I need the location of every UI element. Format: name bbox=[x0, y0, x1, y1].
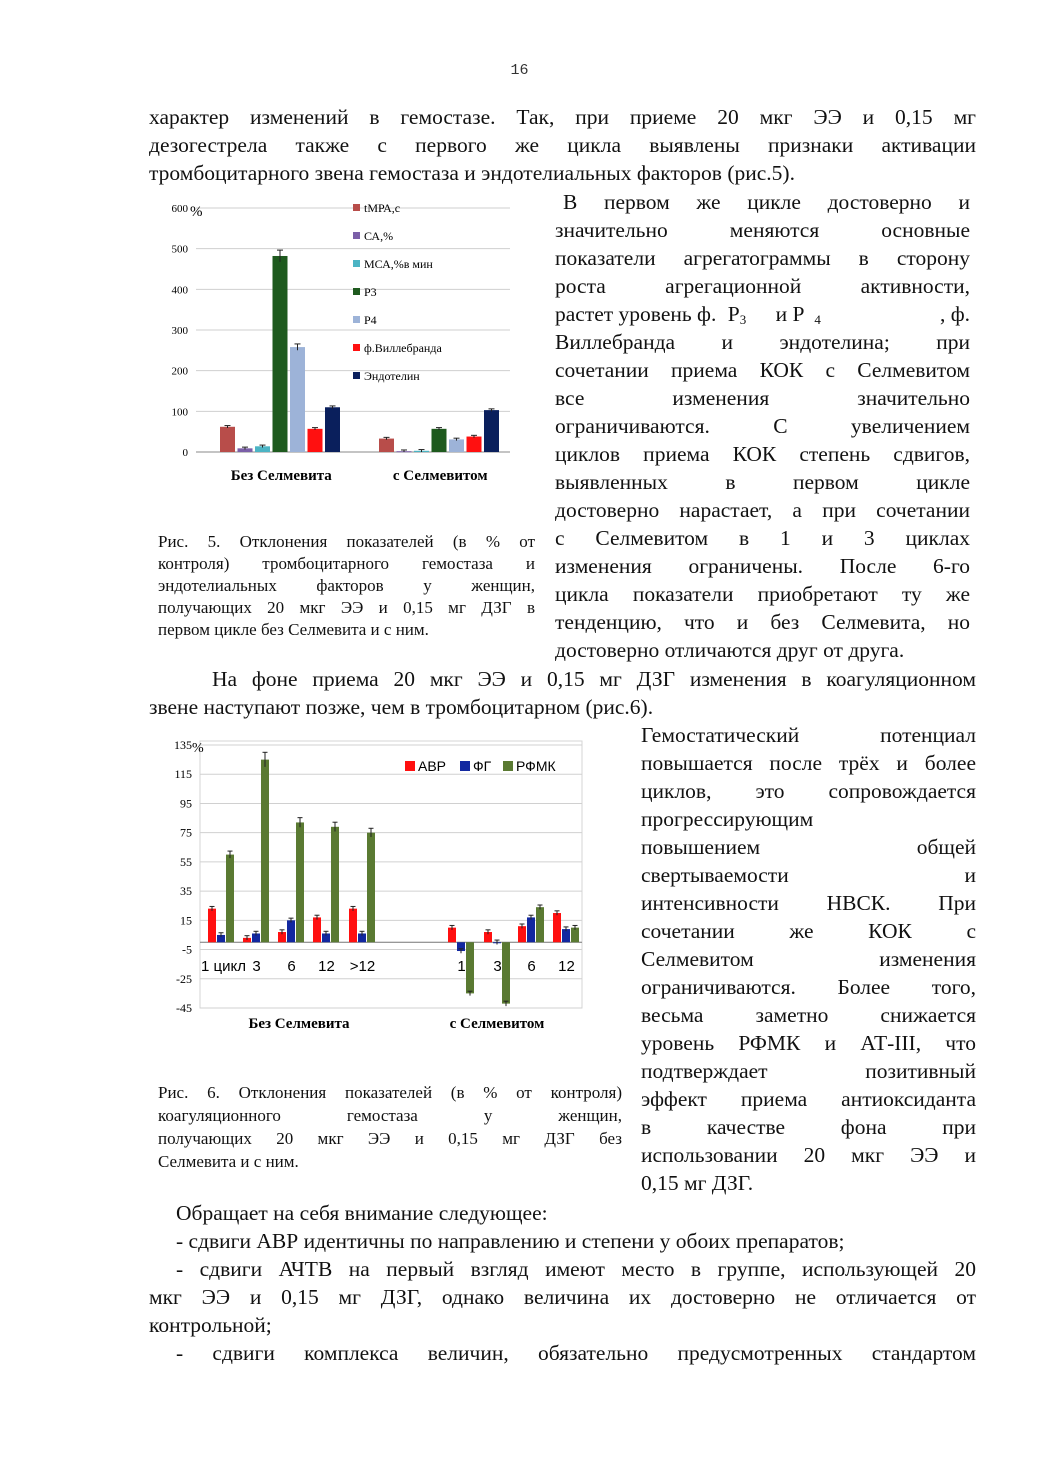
bar-АВР bbox=[448, 928, 456, 943]
body-text-line: подтверждает позитивный bbox=[641, 1059, 976, 1083]
body-text-line: тенденцию, что и без Селмевита, но bbox=[555, 610, 970, 634]
bar-Эндотелин bbox=[325, 407, 340, 452]
y-unit-label: % bbox=[190, 204, 203, 220]
text-fragment: растет уровень ф. bbox=[555, 302, 717, 326]
body-text-line: - сдвиги комплекса величин, обязательно предусмотренных стандартом bbox=[176, 1341, 976, 1365]
body-text-line: прогрессирующим bbox=[641, 807, 814, 831]
figure-5-chart bbox=[158, 196, 528, 496]
legend-swatch bbox=[353, 204, 360, 211]
body-text-line: свертываемости и bbox=[641, 863, 976, 887]
y-tick-label: 500 bbox=[171, 243, 188, 256]
group-label: Без Селмевита bbox=[230, 468, 332, 484]
legend-label: СА,% bbox=[364, 229, 394, 243]
body-text-line: характер изменений в гемостазе. Так, при приеме 20 мкг ЭЭ и 0,15 мг bbox=[149, 105, 976, 129]
y-unit-label: % bbox=[192, 741, 204, 756]
y-tick-label: 600 bbox=[171, 203, 188, 215]
bar-РФМК bbox=[367, 833, 375, 943]
y-tick-label: -5 bbox=[182, 942, 192, 957]
body-text-line: контрольной; bbox=[149, 1313, 272, 1337]
page-number: 16 bbox=[510, 62, 529, 79]
body-text-line: использовании 20 мкг ЭЭ и bbox=[641, 1143, 976, 1167]
x-tick-label: 6 bbox=[527, 958, 536, 975]
body-text-line: Селмевитом изменения bbox=[641, 947, 976, 971]
bar-РФМК bbox=[536, 907, 544, 942]
group-label: с Селмевитом bbox=[392, 468, 488, 484]
x-tick-label: 6 bbox=[287, 958, 296, 975]
body-text-line: На фоне приема 20 мкг ЭЭ и 0,15 мг ДЗГ изменения в коагуляционном bbox=[212, 667, 976, 691]
p-letter: Р bbox=[727, 302, 740, 326]
legend-label: АВР bbox=[418, 758, 447, 774]
figure-5-caption-line: эндотелиальных факторов у женщин, bbox=[158, 576, 535, 595]
body-text-line: сочетании же КОК с bbox=[641, 919, 976, 943]
figure-5-caption-line: контроля) тромбоцитарного гемостаза и bbox=[158, 554, 535, 573]
x-tick-label: 1 bbox=[457, 958, 466, 975]
figure-6-caption-line: Рис. 6. Отклонения показателей (в % от контроля) bbox=[158, 1083, 622, 1102]
p3-symbol bbox=[728, 302, 746, 326]
p4-symbol bbox=[776, 302, 821, 326]
bar-Эндотелин bbox=[484, 410, 499, 452]
bar-ФГ bbox=[527, 917, 535, 942]
legend-swatch bbox=[353, 260, 360, 267]
bar-РФМК bbox=[296, 822, 304, 942]
legend-swatch bbox=[353, 344, 360, 351]
body-text-line: ограничиваются. С увеличением bbox=[555, 414, 970, 438]
y-tick-label: 300 bbox=[171, 325, 188, 337]
bar-Р3 bbox=[273, 256, 288, 452]
y-tick-label: 0 bbox=[182, 447, 188, 459]
bar-АВР bbox=[349, 909, 357, 943]
body-text-line: цикла показатели приобретают ту же bbox=[555, 582, 970, 606]
body-text-line: дезогестрела также с первого же цикла выявлены признаки активации bbox=[149, 133, 976, 157]
legend-swatch bbox=[405, 761, 415, 771]
y-tick-label: 55 bbox=[180, 854, 192, 869]
y-tick-label: 135 bbox=[174, 738, 192, 752]
bar-АВР bbox=[553, 913, 561, 942]
figure-5-caption-line: получающих 20 мкг ЭЭ и 0,15 мг ДЗГ в bbox=[158, 598, 535, 617]
y-tick-label: 15 bbox=[180, 913, 192, 928]
body-text-line: сочетании приема КОК с Селмевитом bbox=[555, 358, 970, 382]
x-tick-label: 12 bbox=[558, 958, 575, 975]
body-text-line: изменения ограничены. После 6-го bbox=[555, 554, 970, 578]
y-tick-label: -25 bbox=[176, 971, 192, 986]
body-text-line: все изменения значительно bbox=[555, 386, 970, 410]
body-text-line: Гемостатический потенциал bbox=[641, 723, 976, 747]
legend-swatch bbox=[353, 316, 360, 323]
bar-ФГ bbox=[287, 920, 295, 942]
body-text-line: уровень РФМК и АТ-III, что bbox=[641, 1031, 976, 1055]
y-tick-label: -45 bbox=[176, 1001, 192, 1015]
y-tick-label: 35 bbox=[180, 884, 192, 899]
body-text-line: интенсивности НВСК. При bbox=[641, 891, 976, 915]
y-tick-label: 200 bbox=[171, 365, 188, 378]
body-text-line: повышается после трёх и более bbox=[641, 751, 976, 775]
y-tick-label: 100 bbox=[171, 406, 188, 419]
body-text-line: - сдвиги АЧТВ на первый взгляд имеют место в группе, использующей 20 bbox=[176, 1257, 976, 1281]
body-text-line: выявленных в первом цикле bbox=[555, 470, 970, 494]
body-text-line: тромбоцитарного звена гемостаза и эндотелиальных факторов (рис.5). bbox=[149, 161, 795, 185]
x-tick-label: 1 цикл bbox=[201, 958, 246, 975]
legend-label: tМРА,с bbox=[364, 201, 401, 215]
bar-РФМК bbox=[502, 942, 510, 1003]
body-text-line: эффект приема антиоксиданта bbox=[641, 1087, 976, 1111]
bar-tМРА,с bbox=[379, 439, 394, 452]
x-tick-label: 12 bbox=[318, 958, 335, 975]
y-tick-label: 115 bbox=[174, 767, 192, 782]
bar-РФМК bbox=[466, 942, 474, 993]
figure-6-caption-line: коагуляционного гемостаза у женщин, bbox=[158, 1106, 622, 1125]
legend-label: ф.Виллебранда bbox=[364, 341, 442, 355]
group-label: Без Селмевита bbox=[248, 1016, 350, 1032]
x-tick-label: >12 bbox=[349, 958, 376, 975]
text-fragment: , ф. bbox=[939, 302, 970, 326]
bar-ф.Виллебранда bbox=[467, 437, 482, 452]
body-text-line: циклов приема КОК степень сдвигов, bbox=[555, 442, 970, 466]
legend-label: Эндотелин bbox=[364, 369, 420, 383]
body-text-line: показатели агрегатограммы в сторону bbox=[555, 246, 970, 270]
legend-swatch bbox=[353, 232, 360, 239]
group-label: с Селмевитом bbox=[449, 1016, 545, 1032]
body-text-line: Обращает на себя внимание следующее: bbox=[176, 1201, 548, 1225]
bar-РФМК bbox=[226, 855, 234, 943]
legend-label: МСА,%в мин bbox=[364, 257, 433, 271]
legend-label: Р4 bbox=[364, 313, 377, 327]
body-text-line: мкг ЭЭ и 0,15 мг ДЗГ, однако величина их достоверно не отличается от bbox=[149, 1285, 976, 1309]
figure-6-caption-line: получающих 20 мкг ЭЭ и 0,15 мг ДЗГ без bbox=[158, 1129, 622, 1148]
bar-Р3 bbox=[432, 429, 447, 452]
legend-swatch bbox=[353, 372, 360, 379]
legend-swatch bbox=[460, 761, 470, 771]
figure-5-caption-line: Рис. 5. Отклонения показателей (в % от bbox=[158, 532, 535, 551]
x-tick-label: 3 bbox=[252, 958, 261, 975]
body-text-line: достоверно отличаются друг от друга. bbox=[555, 638, 905, 662]
bar-Р4 bbox=[290, 347, 305, 452]
legend-swatch bbox=[503, 761, 513, 771]
bar-АВР bbox=[208, 909, 216, 943]
body-text-line: циклов, это сопровождается bbox=[641, 779, 976, 803]
body-text-line: В первом же цикле достоверно и bbox=[563, 190, 970, 214]
bar-tМРА,с bbox=[220, 427, 235, 452]
body-text-line: достоверно нарастает, а при сочетании bbox=[555, 498, 970, 522]
x-tick-label: 3 bbox=[493, 958, 502, 975]
body-text-line: 0,15 мг ДЗГ. bbox=[641, 1171, 754, 1195]
bar-АВР bbox=[518, 926, 526, 942]
body-text-line: - сдвиги АВР идентичны по направлению и степени у обоих препаратов; bbox=[176, 1229, 845, 1253]
figure-5-caption-line: первом цикле без Селмевита и с ним. bbox=[158, 620, 429, 639]
body-text-line: ограничиваются. Более того, bbox=[641, 975, 976, 999]
body-text-line: в качестве фона при bbox=[641, 1115, 976, 1139]
body-text-line: с Селмевитом в 1 и 3 циклах bbox=[555, 526, 970, 550]
legend-label: Р3 bbox=[364, 285, 377, 299]
bar-РФМК bbox=[571, 928, 579, 943]
text-fragment: и Р bbox=[775, 302, 805, 326]
body-text-line: Виллебранда и эндотелина; при bbox=[555, 330, 970, 354]
legend-swatch bbox=[353, 288, 360, 295]
bar-Р4 bbox=[449, 439, 464, 452]
bar-РФМК bbox=[331, 827, 339, 942]
legend-label: ФГ bbox=[473, 758, 492, 774]
p4-subscript: 4 bbox=[814, 312, 821, 327]
y-tick-label: 75 bbox=[180, 825, 192, 840]
body-text-line: звене наступают позже, чем в тромбоцитарном (рис.6). bbox=[149, 695, 654, 719]
body-text-line: значительно меняются основные bbox=[555, 218, 970, 242]
y-tick-label: 400 bbox=[171, 284, 188, 297]
legend-label: РФМК bbox=[516, 758, 556, 774]
bar-РФМК bbox=[261, 760, 269, 943]
y-tick-label: 95 bbox=[180, 796, 192, 811]
body-text-line: весьма заметно снижается bbox=[641, 1003, 976, 1027]
p3-subscript: 3 bbox=[739, 312, 747, 327]
bar-АВР bbox=[313, 917, 321, 942]
body-text-line: роста агрегационной активности, bbox=[555, 274, 970, 298]
figure-6-caption-line: Селмевита и с ним. bbox=[158, 1152, 299, 1171]
figure-6-chart bbox=[158, 733, 586, 1043]
bar-ф.Виллебранда bbox=[308, 429, 323, 452]
body-text-line: повышением общей bbox=[641, 835, 976, 859]
